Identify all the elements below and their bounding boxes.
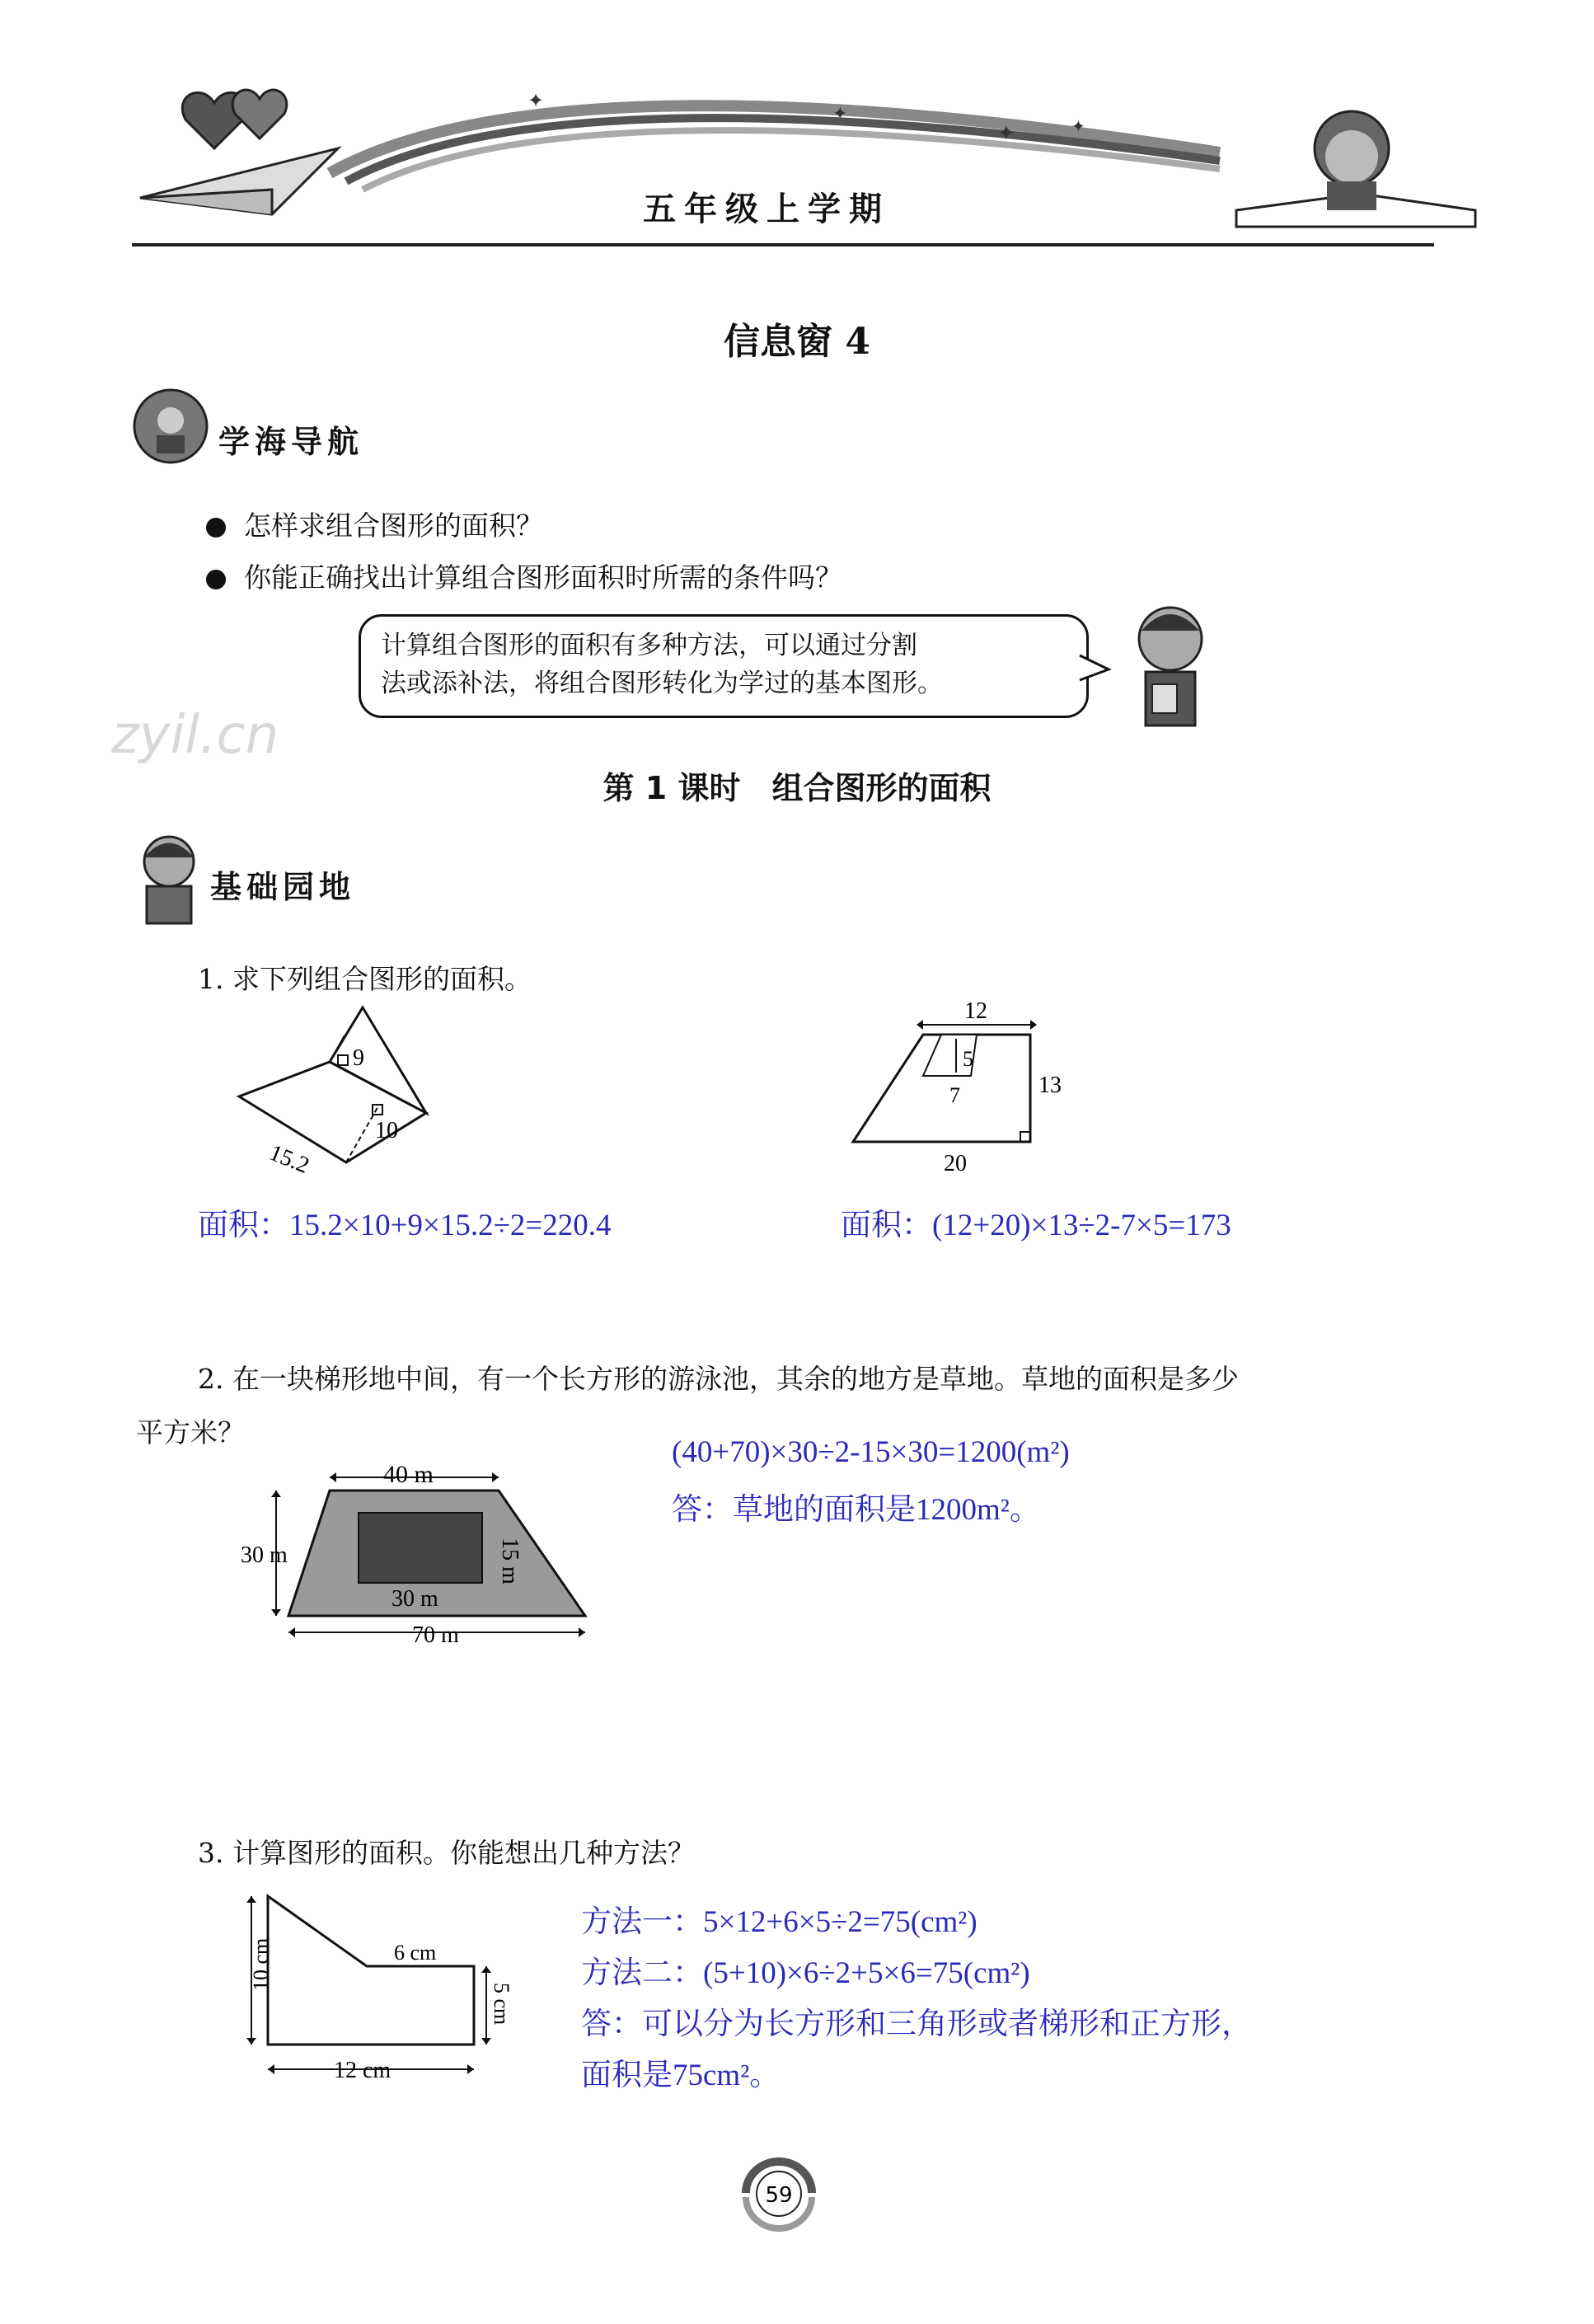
girl-reading-icon	[1236, 111, 1475, 227]
page-number: 59	[765, 2183, 793, 2208]
basics-heading: 基础园地	[210, 869, 356, 905]
label-40m: 40 m	[383, 1461, 434, 1488]
q2-figure-pool	[239, 1459, 610, 1665]
header-rule	[132, 243, 1434, 246]
question-1: 1. 求下列组合图形的面积。	[198, 963, 532, 995]
q2-answer-line2: 答：草地的面积是1200m²。	[672, 1493, 1040, 1527]
question-2-line1: 2. 在一块梯形地中间，有一个长方形的游泳池，其余的地方是草地。草地的面积是多少	[198, 1363, 1239, 1395]
label-12cm: 12 cm	[334, 2058, 391, 2083]
label-20: 20	[944, 1151, 967, 1176]
svg-text:✦: ✦	[832, 103, 848, 124]
header-title: 五年级上学期	[643, 190, 890, 228]
label-13: 13	[1038, 1073, 1062, 1098]
svg-text:✦: ✦	[997, 121, 1015, 145]
label-7: 7	[949, 1083, 960, 1107]
heart-icon	[232, 90, 287, 139]
basics-boy-icon	[132, 833, 206, 927]
label-12: 12	[964, 998, 987, 1024]
q3-answer-line4: 面积是75cm²。	[581, 2059, 781, 2092]
label-9: 9	[353, 1045, 364, 1071]
question-2-line2: 平方米？	[136, 1416, 245, 1448]
label-10cm: 10 cm	[249, 1937, 273, 1991]
svg-text:✦: ✦	[527, 91, 545, 112]
label-30m-height: 30 m	[241, 1542, 288, 1568]
label-15m: 15 m	[497, 1538, 523, 1585]
label-70m: 70 m	[412, 1622, 459, 1648]
svg-text:✦: ✦	[1071, 118, 1085, 136]
label-30m-rect: 30 m	[391, 1586, 438, 1612]
list-item: 你能正确找出计算组合图形面积时所需的条件吗？	[206, 556, 842, 595]
q1-answer-2: 面积：(12+20)×13÷2-7×5=173	[841, 1209, 1231, 1242]
q2-answer-line1: (40+70)×30÷2-15×30=1200(m²)	[672, 1435, 1070, 1469]
study-guide-icon	[132, 387, 210, 466]
study-guide-heading: 学海导航	[218, 424, 364, 460]
section-title: 信息窗 4	[724, 321, 870, 363]
q1-figure-parallelogram-triangle	[231, 998, 453, 1187]
bubble-tail	[1080, 651, 1113, 684]
q1-figure-trapezoid-cutout	[841, 993, 1088, 1183]
bullet-icon	[206, 518, 226, 538]
list-item: 怎样求组合图形的面积？	[206, 505, 543, 543]
question-3: 3. 计算图形的面积。你能想出几种方法？	[198, 1837, 695, 1869]
q3-answer-line1: 方法一：5×12+6×5÷2=75(cm²)	[581, 1905, 977, 1939]
watermark: zyil.cn	[111, 705, 279, 766]
q3-figure-composite	[231, 1880, 511, 2094]
label-5: 5	[963, 1047, 973, 1071]
bullet-icon	[206, 570, 226, 589]
page-number-badge	[734, 2156, 824, 2230]
q3-answer-line3: 答：可以分为长方形和三角形或者梯形和正方形，	[581, 2007, 1252, 2041]
q1-answer-1: 面积：15.2×10+9×15.2÷2=220.4	[198, 1209, 612, 1242]
q3-answer-line2: 方法二：(5+10)×6÷2+5×6=75(cm²)	[581, 1956, 1030, 1990]
label-10: 10	[375, 1118, 398, 1143]
boy-holding-book-icon	[1121, 602, 1220, 734]
label-5cm: 5 cm	[490, 1983, 513, 2026]
label-15-2: 15.2	[265, 1139, 313, 1179]
bubble-text: 计算组合图形的面积有多种方法，可以通过分割 法或添补法，将组合图形转化为学过的基本图形。	[381, 631, 943, 698]
label-6cm: 6 cm	[394, 1941, 437, 1965]
lesson-title: 第 1 课时 组合图形的面积	[602, 770, 992, 806]
